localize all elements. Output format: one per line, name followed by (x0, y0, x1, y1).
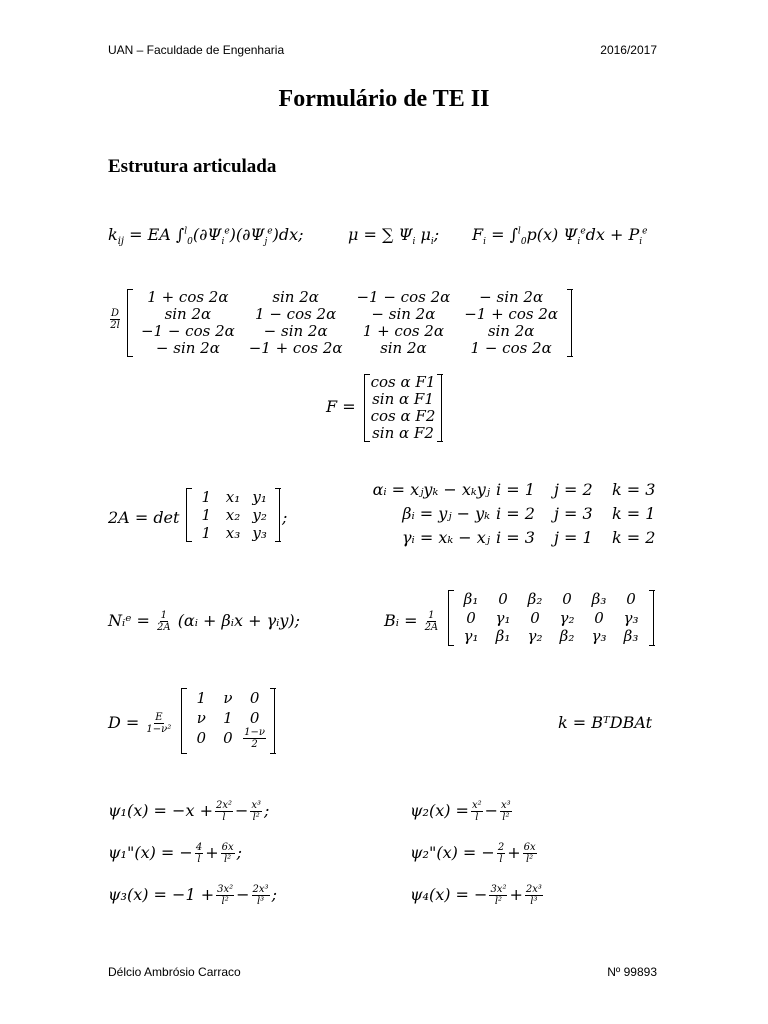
matrix-cell: y₂ (252, 506, 267, 524)
matrix-cell: sin 2α (272, 288, 319, 306)
matrix-cell: 0 (249, 709, 260, 727)
matrix-cell: 0 (223, 729, 233, 747)
matrix-cell: β₃ (591, 590, 607, 608)
header-left: UAN – Faculdade de Engenharia (108, 43, 285, 57)
area-lhs: 2A = det (108, 508, 180, 527)
matrix-cell: 1 (201, 488, 212, 506)
matrix-cell: 0 (498, 590, 508, 608)
area-matrix (186, 488, 280, 542)
coefficient-j: j = 2 (554, 480, 593, 499)
psi3: ψ₃(x) = −1 + $\frac{\text{3x²}}{\text{l²}}$ − $\frac{\text{2x³}}{\text{l³}}$ ; (108, 884, 277, 907)
matrix-cell: 0 (626, 590, 636, 608)
vector-cell: sin α F2 (372, 424, 434, 442)
matrix-cell: −1 − cos 2α (140, 322, 235, 340)
matrix-cell: x₁ (225, 488, 241, 506)
matrix-cell: 0 (562, 590, 572, 608)
coefficient-eq: βᵢ = yⱼ − yₖ (402, 504, 490, 523)
coefficient-i: i = 2 (496, 504, 535, 523)
matrix-cell: −1 + cos 2α (464, 305, 559, 323)
matrix-cell: 1 (201, 524, 212, 542)
page-title: Formulário de TE II (278, 86, 490, 112)
force-integral: $F_i = \int^l_0p(x) \Psi_i^edx + P_i^e$ (472, 225, 648, 248)
mu-sum: μ = ∑ $\Psi_i$ $\mu_i$; (348, 225, 440, 248)
matrix-cell: ν (196, 709, 206, 727)
shape-function: Nᵢᵉ = $\frac{1}{2A}$ (αᵢ + βᵢx + γᵢy); (108, 610, 301, 633)
matrix-cell: γ₃ (623, 608, 639, 627)
psi2-derivative: ψ₂"(x) = − $\frac{2}{l}$ + $\frac{6x}{\text{l²}}$ (410, 842, 536, 865)
matrix-cell: 1 + cos 2α (362, 322, 444, 340)
matrix-cell: β₂ (559, 627, 575, 645)
coefficient-row (340, 504, 660, 528)
b-lhs: Bᵢ = $\frac{1}{2A}$ (384, 610, 439, 633)
coefficient-k: k = 2 (612, 528, 656, 547)
footer-left: Délcio Ambrósio Carraco (108, 965, 241, 979)
header-right: 2016/2017 (600, 43, 657, 57)
matrix-cell: − sin 2α (155, 339, 220, 357)
matrix-cell: 0 (249, 689, 260, 707)
matrix-cell: β₁ (463, 590, 479, 608)
matrix-cell: 1 − cos 2α (255, 305, 337, 323)
d-lhs: D = $\frac{E}{\text{1−ν²}}$ (108, 712, 172, 735)
matrix-cell: 0 (530, 608, 540, 627)
matrix-cell: 1 (201, 506, 212, 524)
coefficient-i: i = 1 (496, 480, 535, 499)
matrix-cell: −1 + cos 2α (248, 339, 343, 357)
matrix-cell: β₁ (495, 627, 511, 645)
matrix-cell-fraction: $\frac{1-\nu}{2}$ (244, 726, 265, 750)
matrix-cell: − sin 2α (479, 288, 544, 306)
coefficient-k: k = 3 (612, 480, 656, 499)
matrix-cell: β₂ (527, 590, 543, 608)
k-formula: k = BᵀDBAt (558, 713, 653, 732)
b-matrix (448, 590, 654, 646)
coefficient-k: k = 1 (612, 504, 656, 523)
vector-cell: cos α F1 (370, 373, 436, 391)
matrix-cell: x₂ (225, 506, 241, 524)
matrix-cell: x₃ (225, 524, 241, 542)
vector-cell: cos α F2 (370, 407, 436, 425)
matrix-cell: −1 − cos 2α (356, 288, 451, 306)
psi1-derivative: ψ₁"(x) = − $\frac{4}{l}$ + $\frac{6x}{\text{l²}}$ ; (108, 842, 242, 865)
matrix-cell: γ₃ (591, 627, 607, 645)
coefficient-j: j = 3 (554, 504, 593, 523)
coefficient-row (340, 528, 660, 552)
matrix-cell: 1 (223, 709, 233, 727)
psi4: ψ₄(x) = − $\frac{\text{3x²}}{\text{l²}}$ + $\frac{\text{2x³}}{\text{l³}}$ (410, 884, 542, 907)
force-vector (364, 374, 442, 442)
coefficient-row (340, 480, 660, 504)
matrix-cell: 1 (196, 689, 207, 707)
matrix-cell: sin 2α (380, 339, 427, 357)
matrix-cell: y₁ (252, 488, 267, 506)
matrix-cell: sin 2α (164, 305, 212, 323)
matrix-cell: y₃ (252, 524, 267, 542)
matrix-cell: γ₂ (559, 608, 575, 627)
footer-right: Nº 99893 (607, 965, 657, 979)
psi2: ψ₂(x) = $\frac{\text{x²}}{l}$ − $\frac{\text{x³}}{\text{l²}}$ (410, 800, 511, 823)
matrix-cell: sin 2α (487, 322, 535, 340)
coefficient-i: i = 3 (496, 528, 535, 547)
matrix-cell: γ₁ (463, 627, 479, 645)
matrix-cell: β₃ (623, 627, 639, 645)
matrix-cell: ν (223, 689, 233, 707)
d-matrix (181, 688, 275, 754)
matrix-cell: 1 + cos 2α (147, 288, 229, 306)
matrix-cell: γ₂ (527, 627, 543, 645)
force-lhs: F = (326, 397, 356, 416)
section-heading: Estrutura articulada (108, 156, 277, 177)
matrix-cell: 0 (196, 729, 207, 747)
coefficient-eq: αᵢ = xⱼyₖ − xₖyⱼ (372, 480, 490, 499)
coefficients (340, 480, 660, 552)
coefficient-eq: γᵢ = xₖ − xⱼ (401, 528, 490, 547)
matrix-cell: − sin 2α (371, 305, 436, 323)
stiffness-matrix (127, 289, 572, 357)
area-end: ; (282, 508, 288, 527)
matrix-cell: 0 (466, 608, 476, 627)
stiffness-prefix: $\frac{D}{2l}$ (110, 308, 120, 331)
matrix-cell: γ₁ (495, 608, 511, 627)
matrix-cell: 0 (594, 608, 604, 627)
matrix-cell: − sin 2α (263, 322, 328, 340)
coefficient-j: j = 1 (554, 528, 593, 547)
psi1: ψ₁(x) = −x + $\frac{\text{2x²}}{l}$ − $\frac{\text{x³}}{\text{l²}}$ ; (108, 800, 270, 823)
vector-cell: sin α F1 (372, 390, 434, 408)
stiffness-integral: $k_{ij}$ = EA $\int^l_0(\partial\Psi_i^e)(\partial\Psi_j^e)dx$; (108, 225, 304, 248)
matrix-cell: 1 − cos 2α (470, 339, 552, 357)
